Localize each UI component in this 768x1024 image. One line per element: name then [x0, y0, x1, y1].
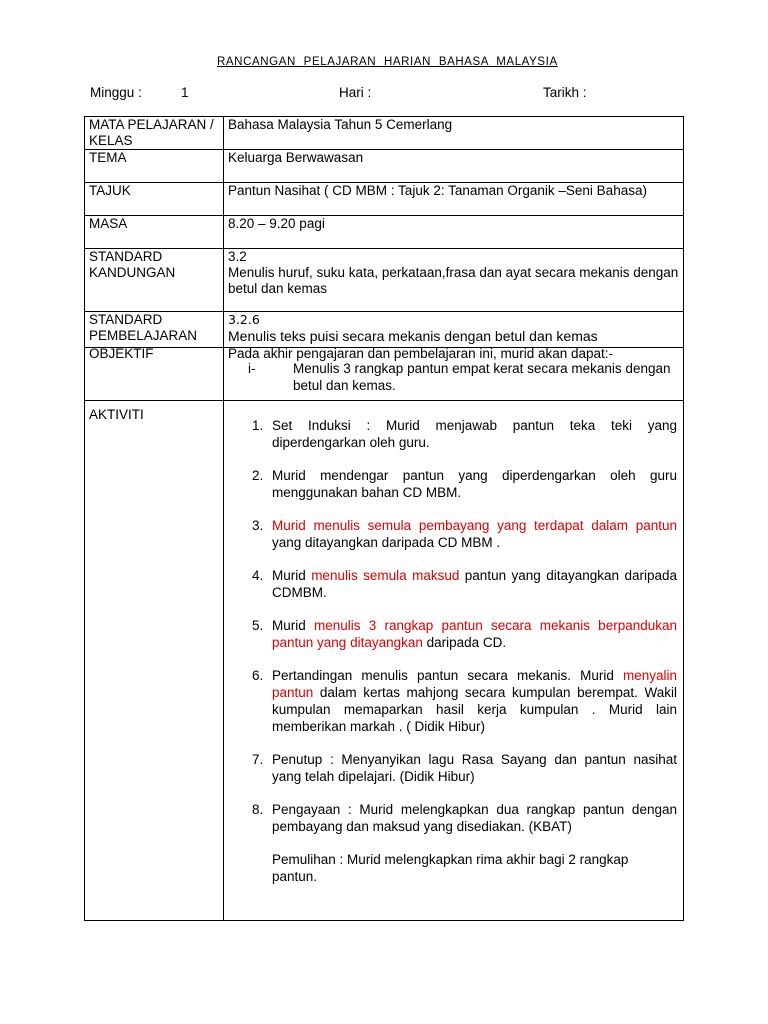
standard-pembelajaran-text: Menulis teks puisi secara mekanis dengan betul dan kemas — [228, 328, 598, 344]
item-number: 8. — [252, 802, 264, 817]
aktiviti-item — [228, 517, 679, 551]
item-text: pantun yang ditayangkan daripada CDMBM. — [272, 568, 677, 600]
tarikh-label: Tarikh : — [543, 85, 587, 100]
standard-kandungan-cell — [224, 249, 684, 312]
item-text-red: menulis semula maksud — [311, 568, 460, 583]
row-standard-pembelajaran — [85, 312, 684, 348]
item-text-red: Murid menulis semula pembayang yang terdapat dalam pantun — [272, 518, 677, 533]
pemulihan-item — [228, 851, 679, 885]
objektif-intro: Pada akhir pengajaran dan pembelajaran ini, murid akan dapat:- — [228, 346, 614, 361]
aktiviti-list — [228, 417, 679, 885]
mata-pelajaran-label: MATA PELAJARAN / KELAS — [85, 117, 224, 150]
item-text: Set Induksi : Murid menjawab pantun teka teki yang diperdengarkan oleh guru. — [272, 418, 677, 450]
aktiviti-label: AKTIVITI — [85, 401, 224, 921]
standard-pembelajaran-label: STANDARD PEMBELAJARAN — [85, 312, 224, 348]
item-text-red: menulis 3 rangkap pantun secara mekanis berpandukan pantun yang ditayangkan — [272, 618, 677, 650]
objektif-cell — [224, 348, 684, 401]
aktiviti-item — [228, 751, 679, 785]
lesson-plan-table — [84, 116, 684, 921]
row-aktiviti — [85, 401, 684, 921]
item-text-red: menyalin pantun — [272, 668, 677, 700]
row-tema — [85, 150, 684, 183]
item-text: Murid — [272, 568, 312, 583]
item-number: 5. — [252, 618, 264, 633]
document-title: RANCANGAN PELAJARAN HARIAN BAHASA MALAYSIA — [217, 56, 558, 68]
masa-value: 8.20 – 9.20 pagi — [224, 216, 684, 249]
item-text: Murid — [272, 618, 314, 633]
item-text: Pertandingan menulis pantun secara mekanis. Murid — [272, 668, 623, 683]
row-tajuk — [85, 183, 684, 216]
aktiviti-item — [228, 667, 679, 735]
tema-label: TEMA — [85, 150, 224, 183]
objektif-item-marker: i- — [248, 361, 256, 376]
item-text: daripada CD. — [422, 635, 507, 650]
item-number: 1. — [252, 418, 264, 433]
pemulihan-text: Pemulihan : Murid melengkapkan rima akhir bagi 2 rangkap pantun. — [272, 852, 629, 884]
aktiviti-item — [228, 567, 679, 601]
objektif-item — [228, 360, 679, 394]
item-number: 6. — [252, 668, 264, 683]
aktiviti-item — [228, 801, 679, 835]
aktiviti-item — [228, 617, 679, 651]
item-text: dalam kertas mahjong secara kumpulan berempat. Wakil kumpulan memaparkan hasil kerja kumpulan . Murid lain memberikan markah . ( Didik Hibur) — [272, 685, 677, 734]
row-objektif — [85, 348, 684, 401]
standard-pembelajaran-cell — [224, 312, 684, 348]
item-text: Penutup : Menyanyikan lagu Rasa Sayang dan pantun nasihat yang telah dipelajari. (Didik Hibur) — [272, 752, 677, 784]
standard-pembelajaran-code: 3.2.6 — [228, 312, 260, 327]
item-text: yang ditayangkan daripada CD MBM . — [272, 535, 501, 550]
aktiviti-cell — [224, 401, 684, 921]
item-number: 4. — [252, 568, 264, 583]
item-text: Murid mendengar pantun yang diperdengarkan oleh guru menggunakan bahan CD MBM. — [272, 468, 677, 500]
tajuk-label: TAJUK — [85, 183, 224, 216]
item-number: 7. — [252, 752, 264, 767]
aktiviti-item — [228, 467, 679, 501]
item-number: 2. — [252, 468, 264, 483]
row-standard-kandungan — [85, 249, 684, 312]
item-text: Pengayaan : Murid melengkapkan dua rangkap pantun dengan pembayang dan maksud yang disediakan. (KBAT) — [272, 802, 677, 834]
objektif-item-text: Menulis 3 rangkap pantun empat kerat secara mekanis dengan betul dan kemas. — [293, 361, 671, 393]
minggu-label: Minggu : — [90, 85, 142, 100]
objektif-label: OBJEKTIF — [85, 348, 224, 401]
mata-pelajaran-value: Bahasa Malaysia Tahun 5 Cemerlang — [224, 117, 684, 150]
tajuk-value: Pantun Nasihat ( CD MBM : Tajuk 2: Tanaman Organik –Seni Bahasa) — [224, 183, 684, 216]
masa-label: MASA — [85, 216, 224, 249]
standard-kandungan-label: STANDARD KANDUNGAN — [85, 249, 224, 312]
aktiviti-item — [228, 417, 679, 451]
minggu-value: 1 — [181, 85, 189, 100]
row-masa — [85, 216, 684, 249]
standard-kandungan-text: Menulis huruf, suku kata, perkataan,frasa dan ayat secara mekanis dengan betul dan kemas — [228, 265, 679, 296]
item-number: 3. — [252, 518, 264, 533]
hari-label: Hari : — [339, 85, 372, 100]
row-mata-pelajaran — [85, 117, 684, 150]
tema-value: Keluarga Berwawasan — [224, 150, 684, 183]
standard-kandungan-code: 3.2 — [228, 249, 247, 264]
